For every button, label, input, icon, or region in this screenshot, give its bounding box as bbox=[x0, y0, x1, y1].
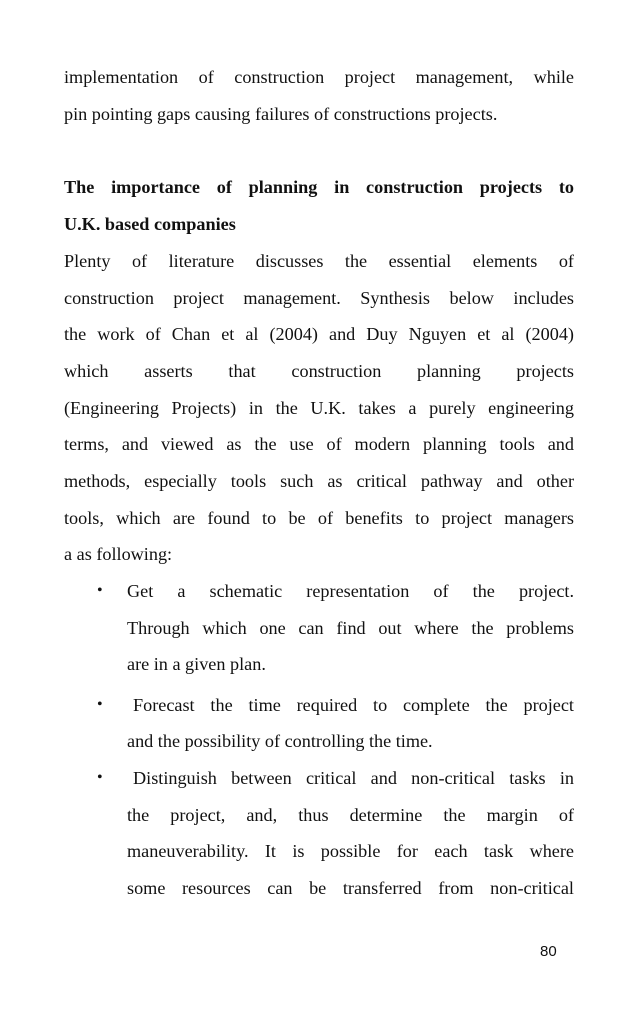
bullet-icon: • bbox=[97, 696, 103, 713]
text-line: terms, and viewed as the use of modern planning tools and bbox=[64, 434, 574, 454]
text-line: Plenty of literature discusses the essential elements of bbox=[64, 251, 574, 271]
text-line: implementation of construction project management, while bbox=[64, 67, 574, 87]
bullet-icon: • bbox=[97, 769, 103, 786]
text-line: and the possibility of controlling the time. bbox=[127, 731, 433, 751]
text-line: Through which one can find out where the problems bbox=[127, 618, 574, 638]
heading-line: U.K. based companies bbox=[64, 214, 236, 234]
text-line: tools, which are found to be of benefits to project managers bbox=[64, 508, 574, 528]
text-line: which asserts that construction planning projects bbox=[64, 361, 574, 381]
text-line: construction project management. Synthesis below includes bbox=[64, 288, 574, 308]
text-line: Get a schematic representation of the project. bbox=[127, 581, 574, 601]
text-line: the work of Chan et al (2004) and Duy Nguyen et al (2004) bbox=[64, 324, 574, 344]
page-number: 80 bbox=[540, 943, 557, 960]
text-line: a as following: bbox=[64, 544, 173, 564]
heading-line: The importance of planning in construction projects to bbox=[64, 177, 574, 197]
text-line: (Engineering Projects) in the U.K. takes a purely engineering bbox=[64, 398, 574, 418]
bullet-icon: • bbox=[97, 582, 103, 599]
text-line: Forecast the time required to complete the project bbox=[133, 695, 574, 715]
text-line: some resources can be transferred from non-critical bbox=[127, 878, 574, 898]
text-line: pin pointing gaps causing failures of constructions projects. bbox=[64, 104, 498, 124]
text-line: are in a given plan. bbox=[127, 654, 266, 674]
text-line: maneuverability. It is possible for each task where bbox=[127, 841, 574, 861]
text-line: methods, especially tools such as critical pathway and other bbox=[64, 471, 574, 491]
text-line: Distinguish between critical and non-critical tasks in bbox=[133, 768, 574, 788]
text-line: the project, and, thus determine the margin of bbox=[127, 805, 574, 825]
